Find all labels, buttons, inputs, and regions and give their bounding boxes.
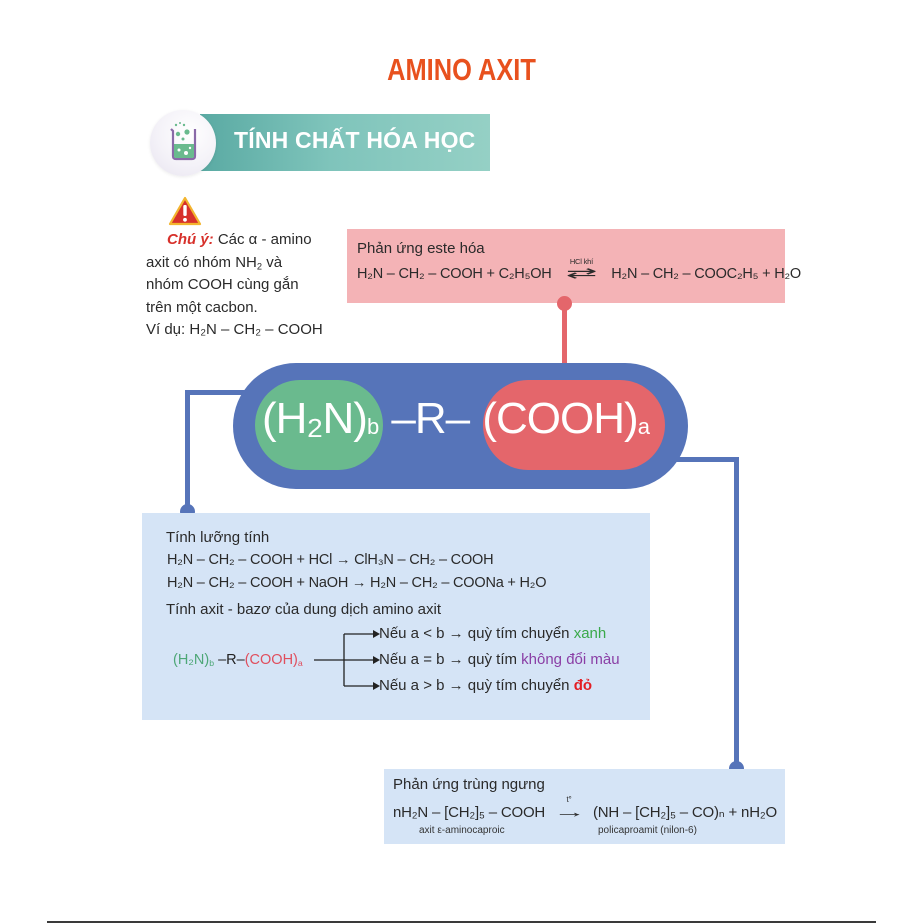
amphoteric-box <box>142 513 650 720</box>
note-block <box>146 229 346 342</box>
condensation-box <box>384 769 785 844</box>
case-condition: Nếu a = b → quỳ tím <box>379 651 522 668</box>
condensation-reactant: nH₂N – [CH₂]₅ – COOH <box>393 804 546 821</box>
ester-products: H₂N – CH₂ – COOC₂H₅ + H₂O <box>611 266 801 282</box>
case-condition: Nếu a > b → quỳ tím chuyển <box>379 677 574 694</box>
condition-label: t° <box>566 795 572 804</box>
esterification-equation <box>357 257 801 282</box>
section-title: TÍNH CHẤT HÓA HỌC <box>234 127 476 153</box>
acid-base-title: Tính axit - bazơ của dung dịch amino axit <box>166 601 441 618</box>
note-lead: Chú ý: <box>167 231 214 248</box>
note-line4: trên một cacbon. <box>146 298 258 316</box>
product-name-label: policaproamit (nilon-6) <box>598 825 697 836</box>
r-group: –R– <box>391 394 470 443</box>
ester-connector-dot <box>557 296 572 311</box>
warning-icon <box>168 196 202 226</box>
ester-catalyst: HCl khí <box>569 257 594 266</box>
amine-group: (H₂N) <box>262 394 367 443</box>
branch-acid-sub: a <box>297 658 303 669</box>
reversible-arrow <box>555 257 607 282</box>
section-icon-badge <box>150 110 216 176</box>
esterification-box <box>347 229 801 303</box>
beaker-icon <box>150 110 216 176</box>
branch-arrows-icon <box>314 625 384 697</box>
amine-subscript: b <box>366 414 379 440</box>
left-connector-horizontal <box>185 390 245 395</box>
case-result-unchanged: không đổi màu <box>521 651 620 668</box>
left-connector-vertical <box>185 390 190 512</box>
reactant-name-label: axit ε-aminocaproic <box>419 825 505 836</box>
case-a-equals-b <box>379 651 620 668</box>
carboxyl-subscript: a <box>637 414 649 440</box>
right-connector-vertical <box>734 457 739 769</box>
note-line2: axit có nhóm NH <box>146 253 257 271</box>
case-result-blue: xanh <box>573 625 607 642</box>
carboxyl-group: (COOH) <box>482 394 638 443</box>
reaction-with-hcl: H₂N – CH₂ – COOH + HCl → ClH₃N – CH₂ – COOH <box>167 552 494 568</box>
note-line1: Các α - amino <box>213 231 312 248</box>
case-a-greater-than-b <box>379 677 592 694</box>
esterification-title: Phản ứng este hóa <box>357 240 485 257</box>
page-title: AMINO AXIT <box>387 52 536 87</box>
case-a-less-than-b <box>379 625 606 642</box>
equilibrium-arrow-icon: ⇄ <box>565 266 597 282</box>
branch-r: –R– <box>214 652 245 668</box>
branch-acid: (COOH) <box>244 652 298 668</box>
branch-amine-sub: b <box>209 658 215 669</box>
condensation-product: (NH – [CH₂]₅ – CO)ₙ + nH₂O <box>593 804 777 821</box>
case-condition: Nếu a < b → quỳ tím chuyển <box>379 625 574 642</box>
ester-reactants: H₂N – CH₂ – COOH + C₂H₅OH <box>357 266 552 282</box>
note-line2-post: và <box>262 253 283 271</box>
right-arrow-icon: → <box>552 804 586 821</box>
branch-amine: (H₂N) <box>173 652 210 668</box>
condensation-title: Phản ứng trùng ngưng <box>393 776 545 793</box>
case-result-red: đỏ <box>573 677 593 694</box>
condensation-equation <box>393 795 777 821</box>
central-formula <box>262 394 649 444</box>
note-line2-sub: 2 <box>256 260 263 271</box>
right-connector-horizontal <box>670 457 739 462</box>
amphoteric-title: Tính lưỡng tính <box>166 529 270 546</box>
reaction-with-naoh: H₂N – CH₂ – COOH + NaOH → H₂N – CH₂ – COONa + H₂O <box>167 575 547 591</box>
example-formula: H₂N – CH₂ – COOH <box>189 321 323 339</box>
note-line3: nhóm COOH cùng gắn <box>146 276 299 294</box>
heat-arrow <box>549 795 589 821</box>
branch-source-formula <box>173 652 303 668</box>
example-label: Ví dụ: <box>146 321 190 339</box>
